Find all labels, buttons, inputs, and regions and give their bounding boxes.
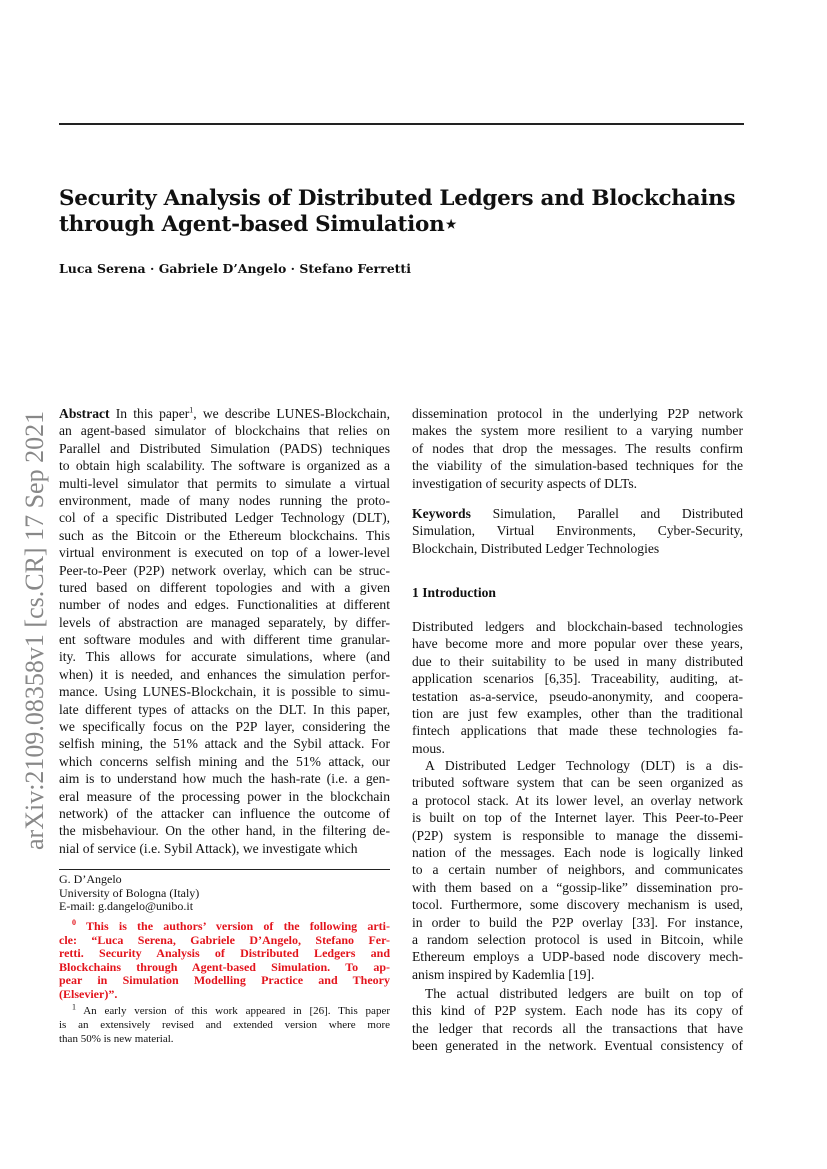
text-line: (P2P) system is responsible to manage the dissemi-: [412, 827, 743, 843]
text-line: mous.: [412, 740, 445, 756]
text-line: a protocol stack. At its lower level, an overlay network: [412, 792, 743, 808]
text-line: environment, made of many nodes running the proto-: [59, 492, 390, 508]
text-line: levels of abstraction are managed separately, by differ-: [59, 614, 390, 630]
text-line: multi-level simulator that permits to simulate a virtual: [59, 475, 390, 491]
abstract-continued: [412, 405, 743, 492]
text-line: cle: “Luca Serena, Gabriele D’Angelo, Stefano Fer-: [59, 932, 390, 947]
keywords-label: Keywords: [412, 506, 471, 521]
footnote-ref: 1: [189, 405, 194, 415]
text-line: anism inspired by Kademlia [19].: [412, 966, 595, 982]
text-line: col of a specific Distributed Ledger Technology (DLT),: [59, 510, 390, 526]
text-line: due to their suitability to be used in many distributed: [412, 653, 743, 669]
text-line: to obtain high scalability. The software is organized as a: [59, 458, 390, 474]
text-line: have become more and more popular over these years,: [412, 636, 743, 652]
intro-paragraph-2: [412, 757, 743, 983]
text-line: aim is to understand how much the hash-rate (i.e. a gen-: [59, 771, 390, 787]
text-line: nial of service (i.e. Sybil Attack), we investigate which: [59, 840, 358, 856]
text-line: the misbehaviour. On the other hand, in the filtering de-: [59, 823, 390, 839]
text-line: tured based on different topologies and with a given: [59, 579, 390, 595]
text-line: to a certain number of neighbors, and communicates: [412, 862, 743, 878]
footnote-mark: 0: [72, 918, 76, 927]
text-line: retti. Security Analysis of Distributed Ledgers and: [59, 946, 390, 961]
footnote-0: [59, 920, 390, 1002]
text-line: this kind of P2P system. Each node has its copy of: [412, 1003, 743, 1019]
intro-paragraph-3: [412, 985, 743, 1055]
text-line: is built on top of the Internet layer. This Peer-to-Peer: [412, 810, 743, 826]
text-line: with them based on a “gossip-like” dissemination pro-: [412, 879, 743, 895]
text-line: application scenarios [6,35]. Traceability, auditing, at-: [412, 671, 743, 687]
text-line: Simulation, Virtual Environments, Cyber-Security,: [412, 523, 743, 539]
text-line: Parallel and Distributed Simulation (PADS) techniques: [59, 440, 390, 456]
text-line: makes the system more resilient to a varying number: [412, 423, 743, 439]
text-line: we specifically focus on the P2P layer, considering the: [59, 719, 390, 735]
text-line: been generated in the network. Eventual consistency of: [412, 1038, 743, 1054]
abstract-label: Abstract: [59, 406, 110, 421]
text-line: Peer-to-Peer (P2P) network overlay, which can be struc-: [59, 562, 390, 578]
title-line: Security Analysis of Distributed Ledgers and Blockchains: [59, 186, 736, 211]
text-line: virtual environment is executed on top of a lower-level: [59, 545, 390, 561]
text-line: ent software modules and with different time granular-: [59, 632, 390, 648]
text-line: which concerns selfish mining and the 51% attack, our: [59, 753, 390, 769]
text-line: (Elsevier)”.: [59, 986, 118, 1001]
abstract: [59, 405, 390, 857]
text-line: nation of the messages. Each node is logically linked: [412, 844, 743, 860]
text-line: tributed software system that can be seen organized as: [412, 775, 743, 791]
footnote-1: [59, 1004, 390, 1046]
text-line: Ethereum employs a UDP-based node discovery mech-: [412, 949, 743, 965]
text-line: is an extensively revised and extended version where more: [59, 1019, 390, 1031]
section-heading-introduction: 1 Introduction: [412, 585, 496, 600]
author-list: Luca Serena · Gabriele D’Angelo · Stefano Ferretti: [59, 261, 411, 276]
top-rule: [59, 123, 744, 125]
text-line: the viability of the simulation-based techniques for the: [412, 458, 743, 474]
text-line: Blockchain, Distributed Ledger Technologies: [412, 540, 660, 556]
text-line: G. D’Angelo: [59, 872, 122, 886]
text-line: ity. This allows for accurate simulations, where (and: [59, 649, 390, 665]
text-line: investigation of security aspects of DLTs.: [412, 475, 638, 491]
text-line: pear in Simulation Modelling Practice and Theory: [59, 973, 390, 988]
text-line: tocol. Furthermore, some discovery mechanism is used,: [412, 897, 743, 913]
text-line: eral measure of the processing power in the blockchain: [59, 788, 390, 804]
text-line: in order to build the P2P overlay [33]. For instance,: [412, 914, 743, 930]
affiliation: [59, 873, 390, 914]
text-line: dissemination protocol in the underlying P2P network: [412, 406, 743, 421]
text-line: $^1$ An early version of this work appeared in [26]. This paper: [72, 1002, 390, 1017]
paper-title: [59, 186, 735, 238]
text-line: mance. Using LUNES-Blockchain, it is possible to simu-: [59, 684, 390, 700]
text-line: The actual distributed ledgers are built on top of: [425, 986, 743, 1001]
keywords: Keywords Simulation, Parallel and Distributed Simulation, Virtual Environments, Cyber-Security, Blockchain, Distributed Ledger Technologies: [412, 506, 743, 556]
text-line: network) of the attacker can influence the outcome of: [59, 805, 390, 821]
title-line: through Agent-based Simulation⋆: [59, 212, 458, 237]
arxiv-identifier: arXiv:2109.08358v1 [cs.CR] 17 Sep 2021: [20, 410, 49, 850]
text-line: when) it is needed, and enhances the simulation perfor-: [59, 666, 390, 682]
intro-paragraph-1: [412, 618, 743, 757]
text-line: E-mail: g.dangelo@unibo.it: [59, 899, 194, 914]
text-line: a random selection protocol is used in Bitcoin, while: [412, 931, 743, 947]
text-line: Distributed ledgers and blockchain-based technologies: [412, 619, 743, 634]
abstract-first-line: Abstract In this paper$^1$, we describe LUNES-Blockchain,: [59, 405, 390, 421]
footnote-mark: 1: [72, 1002, 76, 1012]
text-line: the ledger that records all the transactions that have: [412, 1020, 743, 1036]
text-line: than 50% is new material.: [59, 1033, 174, 1045]
text-line: testation as-a-service, pseudo-anonymity, and coopera-: [412, 688, 743, 704]
text-line: Blockchains through Agent-based Simulation. To ap-: [59, 959, 390, 974]
text-line: number of nodes and edges. Functionalities at different: [59, 597, 390, 613]
text-line: an agent-based simulator of blockchains that relies on: [59, 423, 390, 439]
footnote-rule: [59, 869, 390, 870]
text-line: of nodes that drop the messages. The results confirm: [412, 440, 743, 456]
text-line: late different types of attacks on the DLT. In this paper,: [59, 701, 390, 717]
text-line: A Distributed Ledger Technology (DLT) is a dis-: [425, 758, 743, 773]
text-line: such as the Bitcoin or the Ethereum blockchains. This: [59, 527, 390, 543]
text-line: University of Bologna (Italy): [59, 885, 200, 900]
text-line: $^0$ This is the authors’ version of the following arti-: [72, 918, 390, 933]
text-line: selfish mining, the 51% attack and the Sybil attack. For: [59, 736, 390, 752]
text-line: tion are just few examples, other than the traditional: [412, 705, 743, 721]
text-line: fintech applications that made these technologies fa-: [412, 723, 743, 739]
